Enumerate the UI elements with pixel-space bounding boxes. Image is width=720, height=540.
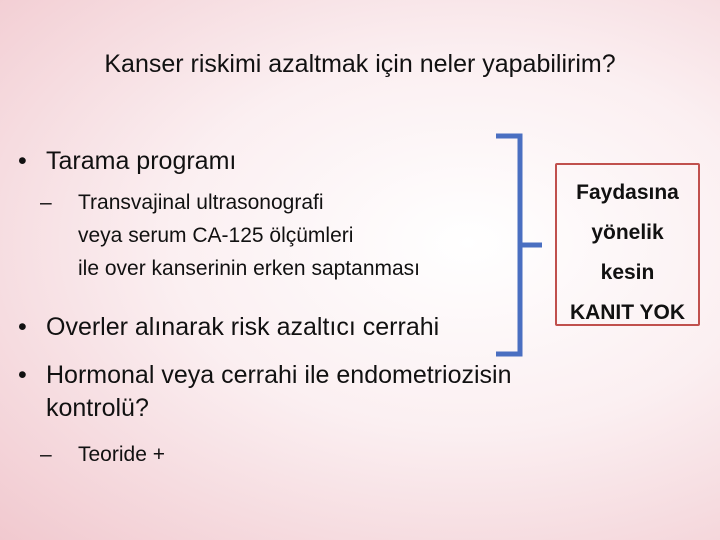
- bullet-screening: [18, 145, 236, 178]
- bullet-text-line-1: Hormonal veya cerrahi ile endometriozisin: [46, 361, 512, 389]
- sub-line-1: Teoride +: [78, 443, 165, 466]
- bullet-marker: •: [18, 361, 27, 389]
- bullet-marker: •: [18, 147, 27, 175]
- bullet-text: Tarama programı: [46, 147, 237, 175]
- callout-line-1: Faydasına: [576, 181, 679, 204]
- sub-line-2: veya serum CA-125 ölçümleri: [78, 224, 354, 247]
- dash-marker: –: [40, 443, 52, 466]
- callout-line-2: yönelik: [591, 221, 664, 244]
- slide-title: Kanser riskimi azaltmak için neler yapabilirim?: [104, 50, 616, 78]
- sub-line-1: Transvajinal ultrasonografi: [78, 191, 324, 214]
- right-brace-icon: [490, 130, 550, 360]
- callout-line-4: KANIT YOK: [569, 301, 686, 324]
- callout-line-3: kesin: [600, 261, 655, 284]
- sub-line-3: ile over kanserinin erken saptanması: [78, 257, 421, 280]
- bullet-marker: •: [18, 313, 27, 341]
- bullet-surgery: [18, 311, 439, 344]
- subbullet-theory: [40, 438, 165, 471]
- dash-marker: –: [40, 191, 52, 214]
- bullet-text: Overler alınarak risk azaltıcı cerrahi: [46, 313, 440, 341]
- bullet-text-line-2: kontrolü?: [46, 394, 149, 422]
- evidence-callout-box: [555, 163, 700, 326]
- subbullet-screening: [40, 186, 420, 285]
- bullet-hormonal: [18, 359, 511, 425]
